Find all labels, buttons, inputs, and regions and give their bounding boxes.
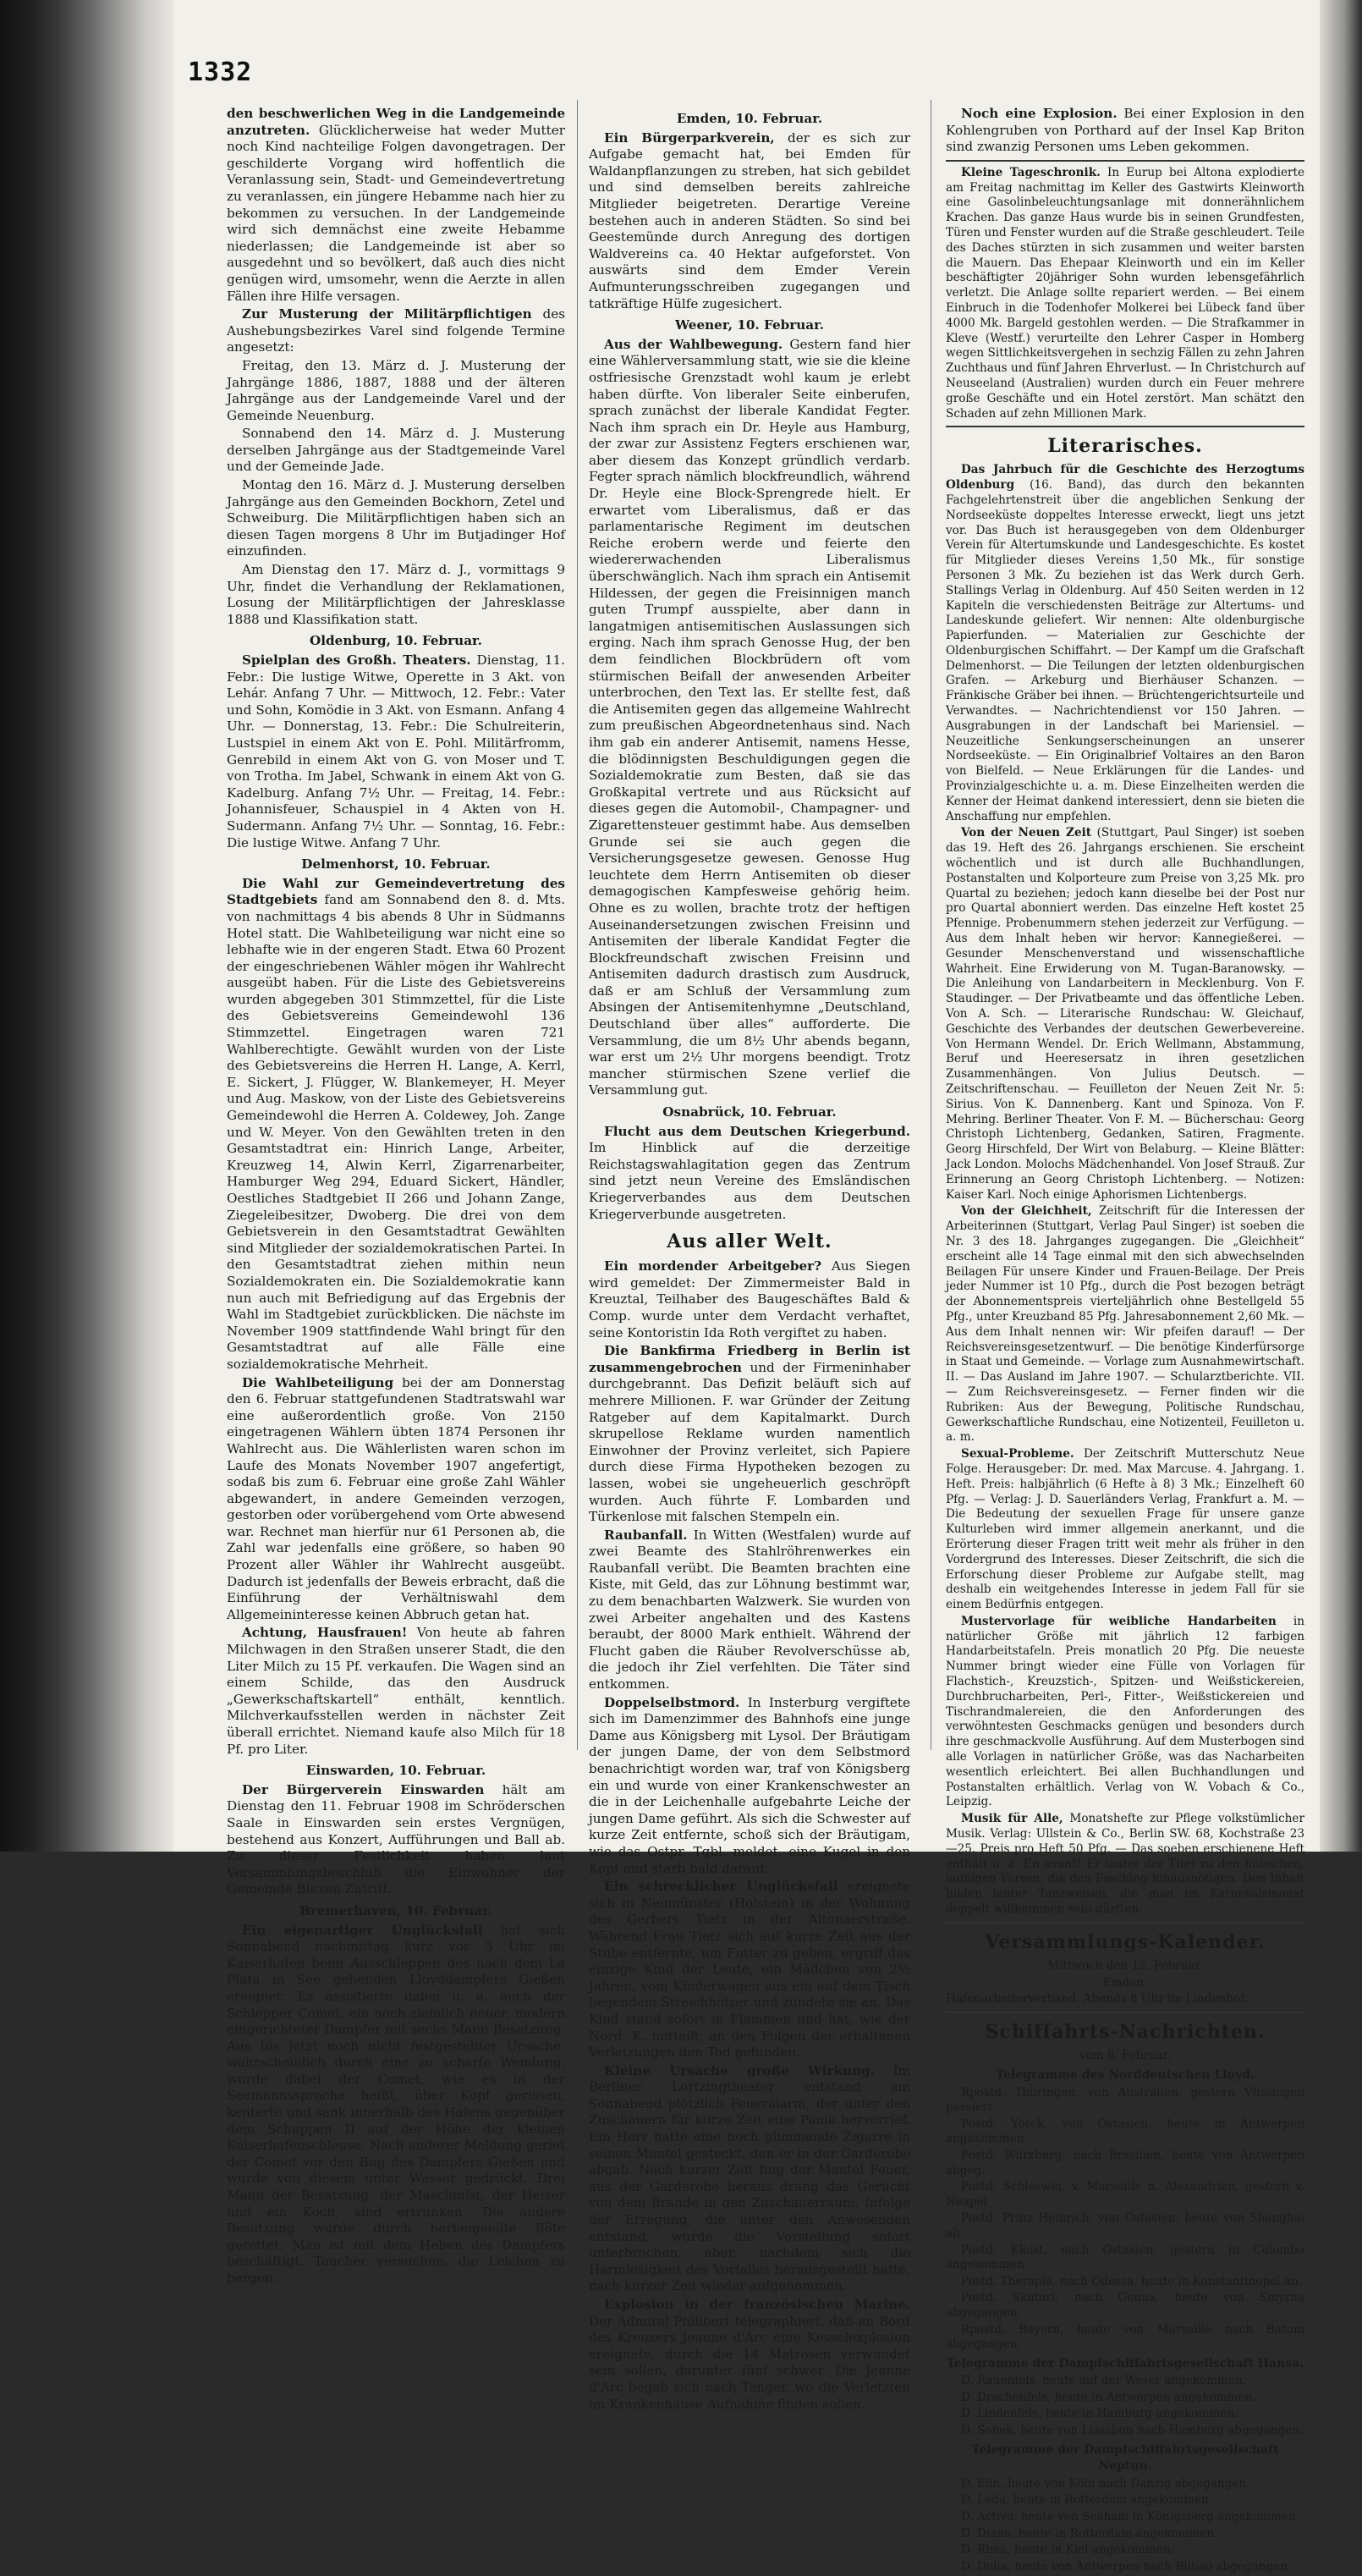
article-text: hat sich Sonnabend nachmittag kurz vor 3 Uhr im Kaiserhafen beim Ausschleppen des nach dem La Plata in See gehenden Lloyddampfers Gießen ereignet. Es assistierte dabei u. a. auch der Schlepper Comet, ein noch ziemlich neuer, modern eingerichteter Dampfer mit sechs Mann Besatzung. Aus bis jetzt noch nicht festgestellter Ursache, wahrscheinlich durch eine zu scharfe Wendung, wurde dabei der Comet, wie es in der Seemannssprache heißt, über Kopf gerissen, kenterte und sank innerhalb des Hafens gegenüber dem Schuppen II auf der Höhe der kleinen Kaiserhafenschleuse. Nach anderer Meldung geriet der Comet vor den Bug des Dampfers Gießen und wurde von diesem unter Wasser gedrückt. Drei Mann der Besatzung, der Maschinist, der Heizer und ein Koch, sind ertrunken. Die andere Besatzung wurde durch herbeigeeilte Böte gerettet. Man ist mit dem Heben des Dampfers beschäftigt. Taucher versuchen, die Leichen zu bergen. [227, 1922, 565, 2286]
article-paragraph [227, 562, 565, 628]
article-text: Monatshefte zur Pflege volkstümlicher Musik. Verlag: Ullstein & Co., Berlin SW. 68, Kochstraße 23—25. Preis pro Heft 50 Pfg. — Das soeben erschienene Heft enthält u. a. En avant! Er lautet der Titel zu den hübschen, launigen Versen, die den Fasching hinausnötigen. Den Inhalt bilden lauter Tanzweisen, die man im Karnevalsmonat doppelt willkommen sein dürften. [946, 1812, 1304, 1917]
dateline: Emden, 10. Februar. [676, 111, 823, 126]
dateline: Einswarden, 10. Februar. [305, 1763, 486, 1779]
shipping-entry: D. Elin, heute von Köln nach Danzig abgegangen. [961, 2476, 1250, 2491]
article-paragraph [227, 1782, 565, 1898]
article-text: und der Firmeninhaber durchgebrannt. Das Defizit beläuft sich auf mehrere Millionen. F. war Gründer der Zeitung Ratgeber auf dem Kapitalmarkt. Durch skrupellose Reklame wurden namentlich Einwohner der Provinz verleitet, sich Papiere durch diese Firma Hypotheken bezogen zu lassen, wobei sie ungeheuerlich geschröpft wurden. Auch führte F. Lombarden und Türkenlose mit falschen Stempeln ein. [589, 1359, 910, 1525]
article-text: Am Dienstag den 17. März d. J., vormittags 9 Uhr, findet die Verhandlung der Reklamationen, Losung der Militärpflichtigen der Jahresklasse 1888 und Klassifikation statt. [227, 562, 565, 627]
section-rule [946, 1922, 1304, 1924]
page-number: 1332 [188, 58, 253, 87]
article-text: Im Berliner Lortzingtheater entstand am Sonnabend plötzlich Feueralarm, der unter den Zuschauern für kurze Zeit eine Panik hervorrief. Ein Herr hatte eine noch glimmende Zigarre in seinen Mantel gesteckt, den er in der Garderobe abgab. Nach kurzer Zeit fing der Mantel Feuer, aus der Garderobe heraus drang das Gerücht von dem Brande in den Zuschauerraum. Infolge der Erregung, die unter den Anwesenden entstand, wurde die Vorstellung sofort unterbrochen, aber, nachdem sich die Harmlosigkeit des Vorfalles herausgestellt hatte, nach kurzer Zeit wieder aufgenommen. [589, 2062, 910, 2294]
article-text: Dienstag, 11. Febr.: Die lustige Witwe, Operette in 3 Akt. von Lehár. Anfang 7 Uhr. — Mittwoch, 12. Febr.: Vater und Sohn, Komödie in 3 Akt. von Esmann. Anfang 4 Uhr. — Donnerstag, 13. Febr.: Die Schulreiterin, Lustspiel in einem Akt von E. Pohl. Militärfromm, Genrebild in einem Akt von G. von Moser und T. von Trotha. Im Jabel, Schwank in einem Akt von G. Kadelburg. Anfang 7½ Uhr. — Freitag, 14. Febr.: Johannisfeuer, Schauspiel in 4 Akten von H. Sudermann. Anfang 7½ Uhr. — Sonntag, 16. Febr.: Die lustige Witwe. Anfang 7 Uhr. [227, 652, 565, 850]
article-lead: Noch eine Explosion. [961, 106, 1118, 121]
article-paragraph [946, 1812, 1304, 1918]
section-rule [946, 160, 1304, 162]
column-2 [589, 106, 910, 2414]
section-rule [946, 426, 1304, 427]
shipping-entry: Postd. Therapia, nach Odessa, heute in Konstantinopel an. [961, 2274, 1303, 2288]
article-paragraph [227, 1625, 565, 1758]
shipping-telegram-heading: Telegramme des Norddeutschen Lloyd. [996, 2068, 1255, 2083]
shipping-entry: Postd. Kleist, nach Ostasien, gestern in Colombo angekommen. [946, 2243, 1304, 2272]
article-text: Sonnabend den 14. März d. J. Musterung derselben Jahrgänge aus der Stadtgemeinde Varel und der Gemeinde Jade. [227, 426, 565, 475]
article-text: Der Zeitschrift Mutterschutz Neue Folge. Herausgeber: Dr. med. Max Marcuse. 4. Jahrgang. 1. Heft. Preis: halbjährlich (6 Hefte à 8) 3 Mk.; Einzelheft 60 Pfg. — Verlag: J. D. Sauerländers Verlag, Frankfurt a. M. — Die Bedeutung der sexuellen Frage für unsere ganze Kulturleben wird immer allgemein anerkannt, und die Erörterung dieser Fragen tritt weit mehr als früher in den Vordergrund des Interesses. Dieser Zeitschrift, die sich die Erforschung dieser Probleme zur Aufgabe stellt, mag deshalb ein weitgehendes Interesse in jedem Fall für sie einem Bedürfnis entgegen. [946, 1447, 1304, 1612]
article-text: Hafenarbeiterverband. Abends 8 Uhr im Lindenhof. [946, 1992, 1248, 2006]
dateline: Bremerhaven, 10. Februar. [299, 1902, 492, 1918]
shipping-entry: D. Leda, heute in Rotterdam angekommen. [961, 2493, 1213, 2507]
article-text: Montag den 16. März d. J. Musterung derselben Jahrgänge aus den Gemeinden Bockhorn, Zetel und Schweiburg. Die Militärpflichtigen haben sich an diesen Tagen morgens 8 Uhr im Butjadinger Hof einzufinden. [227, 477, 565, 559]
article-paragraph [589, 1124, 910, 1224]
section-heading: Aus aller Welt. [667, 1230, 832, 1253]
article-paragraph [227, 876, 565, 1373]
article-lead: den beschwerlichen Weg in die Landgemeinde anzutreten. [227, 106, 565, 138]
shipping-entry: Rpostd. Thüringen, von Australien, gestern Vlissingen passiert. [946, 2085, 1304, 2115]
article-lead: Sexual-Probleme. [961, 1447, 1074, 1461]
article-lead: Das Jahrbuch für die Geschichte des Herzogtums Oldenburg [946, 463, 1304, 493]
article-text: In Eurup bei Altona explodierte am Freitag nachmittag im Keller des Gastwirts Kleinworth eine Gasolinbeleuchtungsanlage mit donnerähnlichem Krachen. Das ganze Haus wurde bis in seinen Grundfesten, Türen und Fenster wurden auf die Straße geschleudert. Teile des Daches stürzten in sich zusammen und weiter barsten die Mauern. Das Ehepaar Kleinworth und ein im Keller beschäftigter 20jähriger Sohn wurden lebensgefährlich verletzt. Die Anlage sollte repariert werden. — Bei einem Einbruch in die Todenhofer Molkerei bei Lübeck fand über 4000 Mk. Bargeld gestohlen werden. — Die Strafkammer in Kleve (Westf.) verurteilte den Lehrer Casper in Homberg wegen Sittlichkeitsvergehen in sechzig Fällen zu zehn Jahren Zuchthaus und fünf Jahren Ehrverlust. — In Christchurch auf Neuseeland (Australien) wurden durch ein Feuer mehrere große Geschäfte und ein Hotel zerstört. Man schätzt den Schaden auf zehn Millionen Mark. [946, 165, 1304, 421]
article-text: Zeitschrift für die Interessen der Arbeiterinnen (Stuttgart, Verlag Paul Singer) ist soeben die Nr. 3 des 18. Jahrganges zugegangen. Die „Gleichheit“ erscheint alle 14 Tage einmal mit den sich abwechselnden Beilagen Für unsere Kinder und Frauen-Beilage. Der Preis jeder Nummer ist 10 Pfg., durch die Post bezogen beträgt der Abonnementspreis vierteljährlich ohne Bestellgeld 55 Pfg., unter Kreuzband 85 Pfg. Jahresabonnement 2,60 Mk. — Aus dem Inhalt nennen wir: Wir pfeifen darauf! — Der Reichsvereinsgesetzentwurf. — Die benötige Kinderfürsorge in Staat und Gemeinde. — Vorlage zum Ausnahmewirtschaft. II. — Das Ausland im Jahre 1907. — Schularztberichte. VII. — Zum Reichsvereinsgesetz. — Ferner finden wir die Rubriken: Aus der Bewegung, Politische Rundschau, Gewerkschaftliche Rundschau, eine Notizenteil, Feuilleton u. a. m. [946, 1204, 1305, 1445]
article-text: In Witten (Westfalen) wurde auf zwei Beamte des Stahlröhrenwerkes ein Raubanfall verübt. Die Beamten brachten eine Kiste, mit Geld, das zur Löhnung bestimmt war, zu dem benachbarten Walzwerk. Sie wurden von zwei Arbeiter angehalten und des Kastens beraubt, der 8000 Mark enthielt. Während der Flucht gaben die Räuber Revolverschüsse ab, die jedoch ihr Ziel verfehlten. Die Täter sind entkommen. [589, 1527, 910, 1693]
article-paragraph [946, 1204, 1304, 1445]
article-lead: Explosion in der französischen Marine. [604, 2297, 910, 2312]
article-paragraph [946, 826, 1304, 1203]
centered-line: vom 8. Februar. [1079, 2049, 1172, 2063]
article-paragraph [227, 306, 565, 356]
page-right-edge [1320, 0, 1362, 1852]
section-rule [946, 2012, 1304, 2013]
article-lead: Mustervorlage für weibliche Handarbeiten [961, 1614, 1277, 1628]
shipping-entry: Postd. Yorck, von Ostasien, heute in Antwerpen angekommen. [946, 2116, 1304, 2146]
article-paragraph [227, 477, 565, 560]
shipping-entry: D. Diana, heute in Rotterdam angekommen. [961, 2526, 1218, 2540]
article-text: in natürlicher Größe mit jährlich 12 farbigen Handarbeitstafeln. Preis monatlich 20 Pfg. Die neueste Nummer bringt wieder eine Fülle von Vorlagen für Flachstich-, Kreuzstich-, Spitzen- und Weißstickereien, Durchbrucharbeiten, Perl-, Fitter-, Weißstickereien und Tischrandmalereien, die den Anforderungen des verwöhntesten Geschmacks genügen und besonders durch ihre geschmackvolle Ausführung. Auf dem Musterbogen sind alle Vorlagen in natürlicher Größe, was das Nacharbeiten wesentlich erleichtert. Bei allen Buchhandlungen und Postanstalten erhältlich. Verlag von W. Vobach & Co., Leipzig. [946, 1614, 1304, 1809]
article-lead: Ein schrecklicher Unglücksfall [604, 1879, 838, 1895]
shipping-entry: D. Sonek, heute von Lissabon nach Hamburg abgegangen. [961, 2424, 1304, 2438]
centered-line: Mittwoch den 12. Februar. [1047, 1958, 1203, 1973]
shipping-entry: D. Rauenfels, heute auf der Weser angekommen. [961, 2374, 1247, 2388]
dateline: Osnabrück, 10. Februar. [662, 1104, 837, 1120]
article-text: fand am Sonnabend den 8. d. Mts. von nachmittags 4 bis abends 8 Uhr in Südmanns Hotel statt. Die Wahlbeteiligung war nicht eine so lebhafte wie in der engeren Stadt. Etwa 60 Prozent der eingeschriebenen Wähler mögen ihr Wahlrecht ausgeübt haben. Für die Liste des Gebietsvereins wurden abgegeben 301 Stimmzettel, für die Liste des Gebietsvereins Gemeindewohl 136 Stimmzettel. Eingetragen waren 721 Wahlberechtigte. Gewählt wurden von der Liste des Gebietsvereins die Herren H. Lange, A. Kerrl, E. Sickert, J. Flügger, W. Blankemeyer, H. Meyer und Aug. Maskow, von der Liste des Gebietsvereins Gemeindewohl die Herren A. Coldewey, Joh. Zange und W. Meyer. Von den Gewählten treten in den Gesamtstadtrat ein: Hinrich Lange, Arbeiter, Kreuzweg 14, Alwin Kerrl, Zigarrenarbeiter, Hamburger Weg 294, Eduard Sickert, Händler, Oestliches Stadtgebiet II 266 und Johann Zange, Ziegeleibesitzer, Dwoberg. Die drei von dem Gebietsverein in den Gesamtstadtrat Gewählten sind Mitglieder der sozialdemokratischen Partei. In den Gesamtstadtrat ziehen mithin neun Sozialdemokraten ein. Die Sozialdemokratie kann nun auch mit Befriedigung auf das Ergebnis der Wahl im Stadtgebiet zurückblicken. Die nächste im November 1909 stattfindende Wahl bringt für den Gesamtstadtrat auf alle Fälle eine sozialdemokratische Mehrheit. [227, 892, 565, 1372]
shipping-entry: D. Drachenfels, heute in Antwerpen angekommen. [961, 2390, 1256, 2404]
article-paragraph [589, 1695, 910, 1878]
article-paragraph [946, 463, 1304, 824]
article-paragraph [589, 2297, 910, 2413]
article-paragraph [946, 106, 1304, 156]
article-lead: Die Wahlbeteiligung [242, 1374, 394, 1390]
article-paragraph [227, 1923, 565, 2287]
article-lead: Ein Bürgerparkverein, [604, 129, 775, 146]
article-paragraph [589, 2063, 910, 2295]
article-lead: Doppelselbstmord. [604, 1694, 740, 1710]
book-binding-edge [0, 0, 173, 1852]
shipping-entry: Rpostd. Bayern, heute von Marseille nach Batum abgegangen. [946, 2322, 1304, 2352]
article-paragraph [946, 1615, 1304, 1810]
article-lead: Zur Musterung der Militärpflichtigen [242, 306, 532, 322]
shipping-entry: D. Rhea, heute in Kiel angekommen. [961, 2543, 1174, 2557]
section-heading: Versammlungs-Kalender. [985, 1930, 1266, 1953]
shipping-entry: D. Delia, heute von Antwerpen nach Bilbao abgegangen. [961, 2559, 1292, 2573]
shipping-entry: Postd. Schleswig, v. Marseille n. Alexandrien, gestern v. Neapel [946, 2180, 1304, 2209]
article-text: (16. Band), das durch den bekannten Fachgelehrtenstreit über die angeblichen Senkung der Nordseeküste doppeltes Interesse erweckt, liegt uns jetzt vor. Das Buch ist herausgegeben von dem Oldenburger Verein für Altertumskunde und Landesgeschichte. Es kostet für Mitglieder dieses Vereins 1,50 Mk., für sonstige Personen 3 Mk. Zu beziehen ist das Werk durch Gerh. Stallings Verlag in Oldenburg. Auf 450 Seiten werden in 12 Kapiteln die verschiedensten Beiträge zur Altertums- und Landeskunde geliefert. Wir nennen: Alte oldenburgische Papierfunden. — Materialien zur Geschichte der Oldenburgischen Schiffahrt. — Der Kampf um die Grafschaft Delmenhorst. — Die Teilungen der letzten oldenburgischen Grafen. — Arkeburg und Bierhäuser Schanzen. — Fränkische Gräber bei ihnen. — Brüchtengerichtsurteile und Verwandtes. — Nachrichtendienst vor 150 Jahren. — Ausgrabungen in der Landschaft bei Mariensiel. — Neuzeitliche Senkungserscheinungen an unserer Nordseeküste. — Ein Originalbrief Voltaires an den Baron von Bielfeld. — Neue Erklärungen für die Landes- und Provinzialgeschichte u. a. m. Diese Einzelheiten werden die Kenner der Heimat dankend interessiert, denn sie bieten die Anschaffung nur empfehlen. [946, 478, 1304, 823]
article-paragraph [589, 1879, 910, 2061]
dateline: Weener, 10. Februar. [674, 317, 825, 333]
article-lead: Raubanfall. [604, 1527, 688, 1543]
article-text: Freitag, den 13. März d. J. Musterung der Jahrgänge 1886, 1887, 1888 und der älteren Jahrgänge aus der Landgemeinde Varel und der Gemeinde Neuenburg. [227, 357, 565, 423]
article-text: Bei einer Explosion in den Kohlengruben von Porthard auf der Insel Kap Briton sind zwanzig Personen ums Leben gekommen. [946, 106, 1304, 155]
article-paragraph [227, 426, 565, 476]
article-paragraph [589, 337, 910, 1099]
article-paragraph [227, 652, 565, 851]
article-lead: Von der Neuen Zeit [961, 826, 1092, 840]
article-lead: Flucht aus dem Deutschen Kriegerbund. [604, 1123, 910, 1139]
article-text: Gestern fand hier eine Wählerversammlung statt, wie sie die kleine ostfriesische Grenzstadt wohl kaum je erlebt haben dürfte. Von liberaler Seite einberufen, sprach zunächst der liberale Kandidat Fegter. Nach ihm sprach ein Dr. Heyle aus Hamburg, der zwar zur Assistenz Fegters erschienen war, aber diesem das Konzept gründlich verdarb. Fegter sprach nämlich blockfreundlich, während Dr. Heyle eine Block-Sprengrede hielt. Er erwartet vom Liberalismus, daß er das parlamentarische Regiment im deutschen Reiche erobern werde und feierte den wiedererwachenden Liberalismus überschwänglich. Nach ihm sprach ein Antisemit Hildessen, der gegen die Freisinnigen manch guten Trumpf ausspielte, aber dann in langatmigen antisemitischen Auslassungen sich erging. Nach ihm sprach Genosse Hug, der ben dem feindlichen Blockbrüdern oft vom stürmischen Beifall der anwesenden Arbeiter unterbrochen, den Text las. Er stellte fest, daß die Antisemiten gegen das allgemeine Wahlrecht zum preußischen Abgeordnetenhaus sind. Nach ihm gab ein anderer Antisemit, namens Hesse, die blödinnigsten Beschuldigungen gegen die Sozialdemokratie zum Besten, daß sie das Großkapital vertrete und aus Rücksicht auf dieses gegen die Automobil-, Champagner- und Zigarettensteuer gestimmt habe. Aus demselben Grunde sei sie auch gegen die Versicherungsgesetze gewesen. Genosse Hug leuchtete dem Herrn Antisemiten ob dieser demagogischen Kampfesweise gehörig heim. Ohne es zu wollen, brachte trotz der heftigen Auseinandersetzungen zwischen Freisinn und Antisemiten der liberale Kandidat Fegter die Blockfreundschaft zwischen Freisinn und Antisemiten dadurch drastisch zum Ausdruck, daß er am Schluß der Versammlung zum Absingen der Antisemitenhymne „Deutschland, Deutschland über alles“ aufforderte. Die Versammlung, die um 8½ Uhr abends begann, war erst um 2½ Uhr morgens beendigt. Trotz mancher stürmischen Szene verlief die Versammlung gut. [589, 336, 910, 1098]
dateline: Oldenburg, 10. Februar. [310, 633, 482, 649]
article-text: bei der am Donnerstag den 6. Februar stattgefundenen Stadtratswahl war eine außerordentlich große. Von 2150 eingetragenen Wählern übten 1874 Personen ihr Wahlrecht aus. Die Wählerlisten waren schon im Laufe des Monats November 1907 angefertigt, sodaß bis zum 6. Februar eine große Zahl Wähler abgewandert, in andere Gemeinden verzogen, gestorben oder vorübergehend vom Orte abwesend war. Rechnet man hierfür nur 61 Personen ab, die Zahl war jedenfalls eine größere, so haben 90 Prozent aller Wähler ihr Wahlrecht ausgeübt. Dadurch ist jedenfalls der Beweis erbracht, daß die Einführung der Verhältniswahl dem Allgemeininteresse keinen Abbruch getan hat. [227, 1374, 565, 1622]
article-paragraph [227, 1375, 565, 1624]
article-text: Im Hinblick auf die derzeitige Reichstagswahlagitation gegen das Zentrum sind jetzt neun Vereine des Emsländischen Kriegerverbandes aus dem Deutschen Kriegerverbunde ausgetreten. [589, 1140, 910, 1222]
article-lead: Aus der Wahlbewegung. [604, 336, 783, 352]
article-paragraph [227, 358, 565, 424]
column-3 [946, 106, 1304, 2576]
centered-line: Emden. [1102, 1975, 1148, 1990]
article-lead: Die Wahl zur Gemeindevertretung des Stadtgebiets [227, 875, 565, 908]
article-lead: Kleine Ursache große Wirkung. [604, 2062, 875, 2078]
article-paragraph [589, 1343, 910, 1526]
article-text: Der Admiral Philibert telegraphiert, daß an Bord des Kreuzers Jeanne d'Arc eine Kesselexplosion ereignete, durch die 14 Matrosen verwundet sein sollen, darunter fünf schwer. Die Jeanne d'Arc begab sich nach Tanger, wo die Verletzten im Krankenhause Aufnahme finden sollen. [589, 2313, 910, 2412]
article-lead: Der Bürgerverein Einswarden [242, 1781, 485, 1797]
shipping-telegram-heading: Telegramme der Dampfschiffahrtsgesellschaft Neptun. [971, 2442, 1279, 2474]
section-heading: Schiffahrts-Nachrichten. [985, 2021, 1266, 2044]
article-paragraph [589, 1258, 910, 1341]
shipping-telegram-heading: Telegramme der Dampfschiffahrtsgesellschaft Hansa. [946, 2356, 1304, 2370]
article-text: Von heute ab fahren Milchwagen in den Straßen unserer Stadt, die den Liter Milch zu 15 Pf. verkaufen. Die Wagen sind an einem Schilde, das den Ausdruck „Gewerkschaftskartell“ enthält, kenntlich. Milchverkaufsstellen werden in nächster Zeit überall errichtet. Niemand kaufe also Milch für 18 Pf. pro Liter. [227, 1625, 565, 1757]
section-heading: Literarisches. [1047, 435, 1203, 458]
article-text: ereignete sich in Neumünster (Holstein) in der Wohnung des Gerbers Tietz in der Altonaerstraße. Während Frau Tietz sich auf kurze Zeit aus der Stube entfernte, um Futter zu geben, ergriff das einzige Kind der Leute, ein Mädchen von 2½ Jahren, vom Kinderwagen aus ein auf dem Tisch liegendem Streichhölzer und zündete sie an. Das Kind stand sofort in Flammen und hat, wie der Nord. K. mitteilt, an den Folgen der erhaltenen Verletzungen den Tod gefunden. [589, 1879, 910, 2061]
column-1 [227, 106, 565, 2289]
article-lead: Spielplan des Großh. Theaters. [242, 652, 471, 668]
article-text: hält am Dienstag den 11. Februar 1908 im Schröderschen Saale in Einswarden sein erstes Vergnügen, bestehend aus Konzert, Aufführungen und Ball ab. Zu dieser Festlichkeit haben laut Versammlungsbeschluß die Einwohner der Gemeinde Blexen Zutritt. [227, 1781, 565, 1897]
article-text: In Insterburg vergiftete sich im Damenzimmer des Bahnhofs eine junge Dame aus Königsberg mit Lysol. Der Bräutigam der jungen Dame, der von dem Selbstmord benachrichtigt worden war, traf von Königsberg ein und wurde von einer Krankenschwester an die in der Leichenhalle aufgebahrte Leiche der jungen Dame geführt. Als sich die Schwester auf kurze Zeit entfernte, schoß sich der Bräutigam, wie das Ostpr. Tgbl. meldet, eine Kugel in den Kopf und starb bald darauf. [589, 1694, 910, 1876]
column-divider [577, 100, 578, 1750]
shipping-entry: Postd. Prinz Heinrich, von Ostasien, heute von Shanghai ab. [946, 2211, 1304, 2240]
article-lead: Von der Gleichheit, [961, 1204, 1092, 1219]
article-paragraph [946, 1992, 1304, 2007]
article-text: der es sich zur Aufgabe gemacht hat, bei Emden für Waldanpflanzungen zu streben, hat sich gebildet und sind demselben bereits zahlreiche Mitglieder beigetreten. Derartige Vereine bestehen auch in anderen Städten. So sind bei Geestemünde durch Anregung des dortigen Waldvereins ca. 40 Hektar aufgeforstet. Von auswärts sind dem Emder Verein Aufmunterungsschreiben zugegangen und tatkräftige Hülfe zugesichert. [589, 129, 911, 311]
article-paragraph [589, 130, 910, 313]
shipping-entry: D. Activa, heute von Seaham in Königsberg angekommen. [961, 2510, 1299, 2524]
article-lead: Musik für Alle, [961, 1812, 1063, 1826]
article-paragraph [227, 106, 565, 305]
article-paragraph [946, 166, 1304, 422]
shipping-entry: Postd. Skutari, nach Genua, heute von Smyrna abgegangen. [946, 2291, 1304, 2320]
article-lead: Achtung, Hausfrauen! [242, 1625, 408, 1641]
article-lead: Ein mordender Arbeitgeber? [604, 1258, 822, 1274]
shipping-entry: D. Lindenfels, heute in Hamburg angekommen. [961, 2407, 1238, 2421]
article-paragraph [946, 1447, 1304, 1613]
article-text: Aus Siegen wird gemeldet: Der Zimmermeister Bald in Kreuztal, Teilhaber des Baugeschäftes Bald & Comp. wurde unter dem Verdacht verhaftet, seine Kontoristin Ida Roth vergiftet zu haben. [589, 1258, 910, 1340]
article-lead: Kleine Tageschronik. [961, 165, 1101, 179]
article-lead: Ein eigenartiger Unglücksfall [242, 1922, 483, 1938]
article-text: (Stuttgart, Paul Singer) ist soeben das 19. Heft des 26. Jahrgangs erschienen. Sie erscheint wöchentlich und ist durch alle Buchhandlungen, Postanstalten und Kolporteure zum Preise von 3,25 Mk. pro Quartal zu beziehen; jedoch kann dieselbe bei der Post nur pro Quartal abonniert werden. Das einzelne Heft kostet 25 Pfennige. Probenummern stehen jederzeit zur Verfügung. — Aus dem Inhalt heben wir hervor: Kannegießerei. — Gesunder Menschenverstand und wissenschaftliche Wahrheit. Eine Erwiderung von M. Tugan-Baranowsky. — Die Anleihung von Landarbeitern in Mecklenburg. Von F. Staudinger. — Der Privatbeamte und das öffentliche Leben. Von A. Sch. — Literarische Rundschau: W. Gleichauf, Geschichte des Verbandes der deutschen Gewerbevereine. Von Hermann Wendel. Dr. Erich Wellmann, Abstammung, Beruf und Heeresersatz in ihren gesetzlichen Zusammenhängen. Von Julius Deutsch. — Zeitschriftenschau. — Feuilleton der Neuen Zeit Nr. 5: Sirius. Von K. Dannenberg. Kant und Spinoza. Von F. Mehring. Berliner Theater. Von F. M. — Bücherschau: Georg Christoph Lichtenberg, Gedanken, Satiren, Fragmente. Georg Hirschfeld, Der Wirt von Belaburg. — Kleine Blätter: Jack London. Molochs Mädchenhandel. Von Josef Strauß. Zur Erinnerung an Georg Christoph Lichtenberg. — Notizen: Kaiser Karl. Noch einige Aphorismen Lichtenbergs. [946, 826, 1304, 1202]
dateline: Delmenhorst, 10. Februar. [301, 856, 491, 872]
article-text: des Aushebungsbezirkes Varel sind folgende Termine angesetzt: [227, 306, 565, 355]
article-paragraph [589, 1527, 910, 1693]
article-text: Glücklicherweise hat weder Mutter noch Kind nachteilige Folgen davongetragen. Der geschilderte Vorgang wird hoffentlich die Veranlassung sein, Stadt- und Gemeindevertretung zu veranlassen, ein jüngere Hebamme nach hier zu bekommen zu versuchen. In der Landgemeinde wird sich demnächst eine zweite Hebamme niederlassen; die Landgemeinde ist aber so ausgedehnt und so bevölkert, daß auch dies nicht genügen wird, umsomehr, wenn die Aerzte in allen Fällen ihre Hilfe versagen. [227, 122, 565, 304]
shipping-entry: Postd. Würzburg, nach Brasilien, heute von Antwerpen abgeg. [946, 2148, 1304, 2177]
article-lead: Die Bankfirma Friedberg in Berlin ist zusammengebrochen [589, 1343, 910, 1375]
